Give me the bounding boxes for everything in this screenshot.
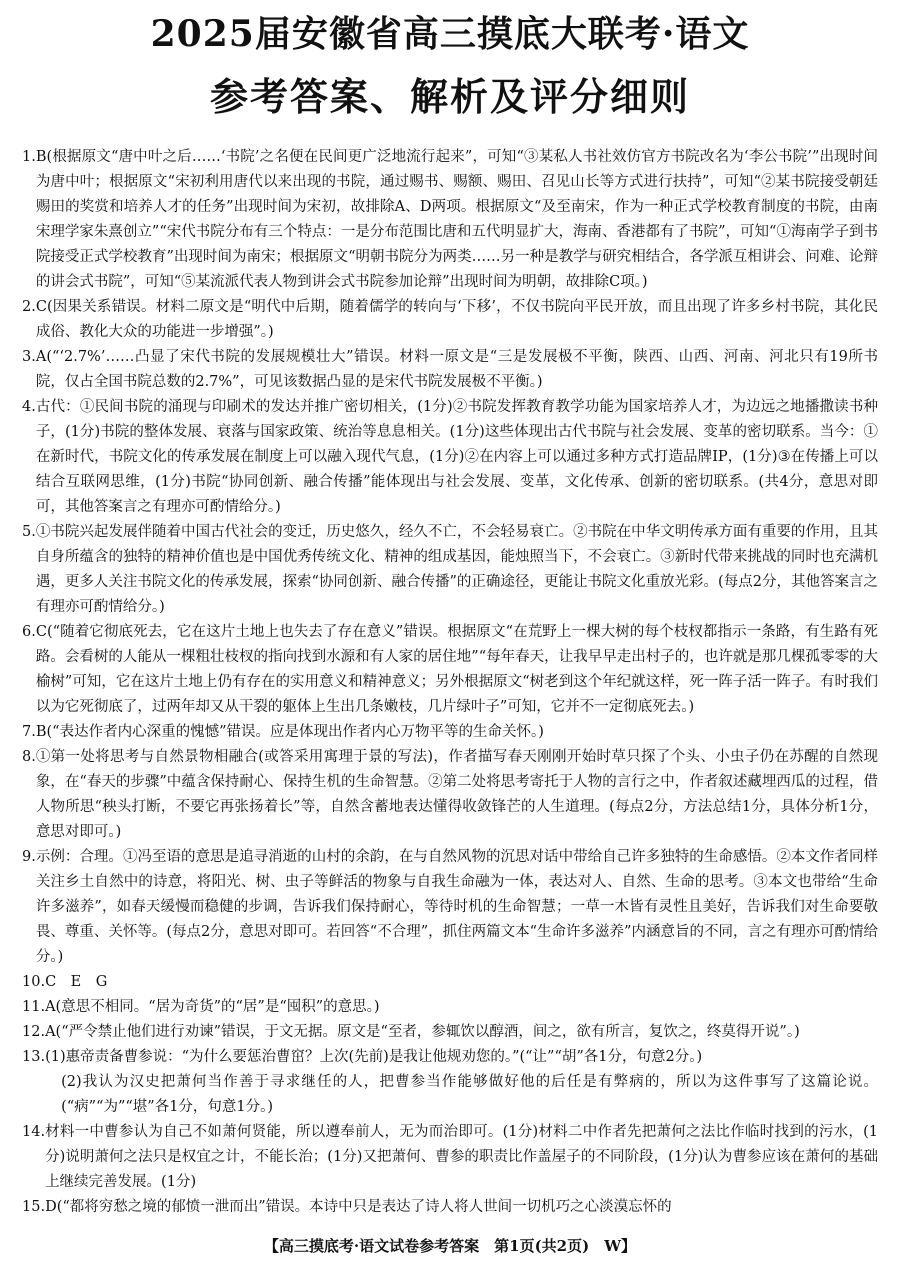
answer-item	[22, 745, 878, 845]
answer-text: B(根据原文“唐中叶之后……‘书院’之名便在民间更广泛地流行起来”，可知“③某私人书社效仿官方书院改名为‘李公书院’”出现时间为唐中叶；根据原文“宋初利用唐代以来出现的书院，通过赐书、赐额、赐田、召见山长等方式进行扶持”，可知“②某书院接受朝廷赐田的奖赏和培养人才的任务”出现时间为宋初，故排除A、D两项。根据原文“及至南宋，作为一种正式学校教育制度的书院，由南宋理学家朱熹创立”“宋代书院分布有三个特点：一是分布范围比唐和五代明显扩大，海南、香港都有了书院”，可知“①海南学子到书院接受正式学校教育”出现时间为南宋；根据原文“明朝书院分为两类……另一种是教学与研究相结合，各学派互相讲会、问难、论辩的讲会式书院”，可知“⑤某流派代表人物到讲会式书院参加论辩”出现时间为明朝，故排除C项。)	[35, 149, 878, 290]
answer-item	[22, 395, 878, 520]
answer-item	[22, 620, 878, 720]
answer-number: 5.	[22, 524, 36, 540]
answer-text-block	[45, 1195, 878, 1220]
answer-number: 8.	[22, 749, 36, 765]
answer-text: A(“‘2.7%’……凸显了宋代书院的发展规模壮大”错误。材料一原文是“三是发展极不平衡，陕西、山西、河南、河北只有19所书院，仅占全国书院总数的2.7%”，可见该数据凸显的是宋代书院发展极不平衡。)	[35, 349, 878, 390]
answer-text: A(意思不相同。“居为奇货”的“居”是“囤积”的意思。)	[45, 999, 380, 1015]
answer-subpart: (2)我认为汉史把萧何当作善于寻求继任的人，把曹参当作能够做好他的后任是有弊病的，所以为这件事写了这篇论说。(“病”“为”“堪”各1分，句意1分。)	[61, 1074, 878, 1115]
answer-text-block	[36, 395, 878, 520]
answer-text-block	[45, 1120, 878, 1195]
answer-item	[22, 1045, 878, 1120]
answer-number: 13.	[22, 1049, 46, 1065]
page-footer: 【高三摸底考·语文试卷参考答案 第1页(共2页) W】	[263, 1237, 637, 1255]
answer-number: 3.	[22, 349, 36, 365]
answer-item	[22, 520, 878, 620]
answer-number: 4.	[22, 399, 36, 415]
answer-number: 2.	[22, 299, 36, 315]
answer-number: 12.	[22, 1024, 46, 1040]
answer-text-block	[45, 1045, 878, 1120]
answer-item	[22, 995, 878, 1020]
answer-number: 7.	[22, 724, 36, 740]
answer-text-block	[36, 720, 878, 745]
answer-text-block	[36, 520, 878, 620]
answer-number: 1.	[22, 149, 36, 165]
answer-text: (1)惠帝责备曹参说：“为什么要惩治曹窋？上次(先前)是我让他规劝您的。”(“让”“胡”各1分，句意2分。)	[45, 1049, 703, 1065]
page-title: 2025届安徽省高三摸底大联考·语文	[150, 13, 750, 55]
answer-item	[22, 1120, 878, 1195]
answer-text: B(“表达作者内心深重的愧憾”错误。应是体现出作者内心万物平等的生命关怀。)	[35, 724, 544, 740]
answer-number: 15.	[22, 1199, 46, 1215]
answer-text: 示例：合理。①冯至语的意思是追寻消逝的山村的余韵，在与自然风物的沉思对话中带给自己许多独特的生命感悟。②本文作者同样关注乡土自然中的诗意，将阳光、树、虫子等鲜活的物象与自我生命融为一体，表达对人、自然、生命的思考。③本文也带给“生命许多滋养”，如春天缓慢而稳健的步调，告诉我们保持耐心，等待时机的生命智慧；一草一木皆有灵性且美好，告诉我们对生命要敬畏、尊重、关怀等。(每点2分，意思对即可。若回答“不合理”，抓住两篇文本“生命许多滋养”内涵意旨的不同，言之有理亦可酌情给分。)	[35, 849, 878, 965]
answer-list	[22, 145, 878, 1220]
answer-text-block	[45, 970, 878, 995]
answer-text-block	[36, 620, 878, 720]
answer-item	[22, 1195, 878, 1220]
answer-text-block	[36, 845, 878, 970]
answer-text: 材料一中曹参认为自己不如萧何贤能，所以遵奉前人，无为而治即可。(1分)材料二中作者先把萧何之法比作临时找到的污水，(1分)说明萧何之法只是权宜之计，不能长治；(1分)又把萧何、曹参的职责比作盖屋子的不同阶段，(1分)认为曹参应该在萧何的基础上继续完善发展。(1分)	[45, 1124, 878, 1190]
answer-text-block	[36, 145, 878, 295]
page-subtitle: 参考答案、解析及评分细则	[209, 74, 690, 119]
answer-text-block	[36, 345, 878, 395]
answer-text-block	[36, 745, 878, 845]
answer-text: A(“严令禁止他们进行劝谏”错误，于文无据。原文是“至者，参辄饮以醇酒，间之，欲有所言，复饮之，终莫得开说”。)	[45, 1024, 800, 1040]
answer-item	[22, 295, 878, 345]
answer-item	[22, 145, 878, 295]
answer-number: 6.	[22, 624, 36, 640]
answer-text: ①书院兴起发展伴随着中国古代社会的变迁，历史悠久，经久不亡，不会轻易衰亡。②书院在中华文明传承方面有重要的作用，且其自身所蕴含的独特的精神价值也是中国优秀传统文化、精神的组成基因，能烛照当下，不会衰亡。③新时代带来挑战的同时也充满机遇，更多人关注书院文化的传承发展，探索“协同创新、融合传播”的正确途径，更能让书院文化重放光彩。(每点2分，其他答案言之有理亦可酌情给分。)	[35, 524, 878, 615]
answer-text-block	[36, 295, 878, 345]
answer-text: ①第一处将思考与自然景物相融合(或答采用寓理于景的写法)，作者描写春天刚刚开始时草只探了个头、小虫子仍在苏醒的自然现象，在“春天的步骤”中蕴含保持耐心、保持生机的生命智慧。②第二处将思考寄托于人物的言行之中，作者叙述藏埋西瓜的过程，借人物所思“秧头打断，不要它再张扬着长”等，自然含蓄地表达懂得收敛锋芒的人生道理。(每点2分，方法总结1分，具体分析1分，意思对即可。)	[35, 749, 878, 840]
answer-text-block	[45, 995, 878, 1020]
answer-text: 古代：①民间书院的涌现与印刷术的发达并推广密切相关，(1分)②书院发挥教育教学功能为国家培养人才，为边远之地播撒读书种子，(1分)书院的整体发展、衰落与国家政策、统治等息息相关。(1分)这些体现出古代书院与社会发展、变革的密切联系。当今：①在新时代，书院文化的传承发展在制度上可以融入现代气息，(1分)②在内容上可以通过多种方式打造品牌IP，(1分)③在传播上可以结合互联网思维，(1分)书院“协同创新、融合传播”能体现出与社会发展、变革，文化传承、创新的密切联系。(共4分，意思对即可，其他答案言之有理亦可酌情给分。)	[35, 399, 878, 515]
answer-item	[22, 720, 878, 745]
answer-number: 9.	[22, 849, 36, 865]
answer-text: C(“随着它彻底死去，它在这片土地上也失去了存在意义”错误。根据原文“在荒野上一棵大树的每个枝杈都指示一条路，有生路有死路。会看树的人能从一棵粗壮枝杈的指向找到水源和有人家的居住地”“每年春天，让我早早走出村子的，也许就是那几棵孤零零的大榆树”可知，它在这片土地上仍有存在的实用意义和精神意义；另外根据原文“树老到这个年纪就这样，死一阵子活一阵子。有时我们以为它死彻底了，过两年却又从干裂的躯体上生出几条嫩枝，几片绿叶子”可知，它并不一定彻底死去。)	[35, 624, 878, 715]
answer-text: C E G	[45, 974, 108, 990]
answer-text-block	[45, 1020, 878, 1045]
answer-item	[22, 845, 878, 970]
answer-number: 11.	[22, 999, 46, 1015]
answer-text: D(“都将穷愁之境的郁愤一泄而出”错误。本诗中只是表达了诗人将人世间一切机巧之心淡漠忘怀的	[45, 1199, 672, 1215]
answer-number: 10.	[22, 974, 46, 990]
answer-item	[22, 345, 878, 395]
answer-item	[22, 1020, 878, 1045]
answer-text: C(因果关系错误。材料二原文是“明代中后期，随着儒学的转向与‘下移’，不仅书院向平民开放，而且出现了许多乡村书院，其化民成俗、教化大众的功能进一步增强”。)	[35, 299, 878, 340]
answer-item	[22, 970, 878, 995]
answer-number: 14.	[22, 1124, 46, 1140]
